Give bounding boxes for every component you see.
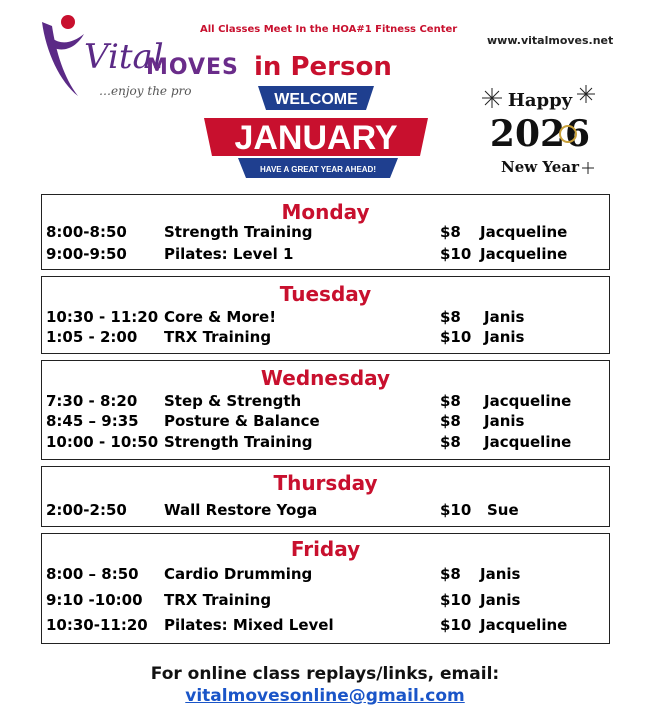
class-row xyxy=(42,411,609,431)
class-name: TRX Training xyxy=(164,328,272,346)
class-price: $10 xyxy=(440,501,472,519)
class-row xyxy=(42,432,609,452)
class-time: 8:45 – 9:35 xyxy=(46,412,139,430)
class-price: $8 xyxy=(440,392,461,410)
class-row xyxy=(42,391,609,411)
happy-new-year-graphic xyxy=(476,80,604,185)
class-price: $10 xyxy=(440,591,472,609)
month-text: JANUARY xyxy=(234,119,398,157)
class-row xyxy=(42,564,609,584)
logo-figure-icon xyxy=(38,12,86,98)
class-name: Posture & Balance xyxy=(164,412,320,430)
january-banner xyxy=(198,84,434,184)
day-box-friday xyxy=(41,533,610,644)
day-box-thursday xyxy=(41,466,610,527)
day-box-monday xyxy=(41,194,610,270)
logo-script-text: Vital xyxy=(84,37,164,77)
day-title-thursday: Thursday xyxy=(273,471,378,495)
in-person-heading: in Person xyxy=(254,52,392,82)
day-title-tuesday: Tuesday xyxy=(279,282,372,306)
class-time: 10:30-11:20 xyxy=(46,616,148,634)
class-name: Core & More! xyxy=(164,308,277,326)
class-time: 9:10 -10:00 xyxy=(46,591,143,609)
class-time: 2:00-2:50 xyxy=(46,501,127,519)
class-name: Pilates: Level 1 xyxy=(164,245,294,263)
day-title-monday: Monday xyxy=(281,200,370,224)
logo-moves-text: MOVES xyxy=(146,55,239,80)
class-name: Step & Strength xyxy=(164,392,302,410)
class-instructor: Jacqueline xyxy=(480,223,568,241)
class-name: Strength Training xyxy=(164,223,313,241)
day-box-wednesday xyxy=(41,360,610,460)
year-text: 2026 xyxy=(489,113,591,155)
class-price: $10 xyxy=(440,245,472,263)
location-notice: All Classes Meet In the HOA#1 Fitness Center xyxy=(200,24,458,35)
day-title-friday: Friday xyxy=(290,537,361,561)
class-instructor: Janis xyxy=(484,308,525,326)
class-price: $8 xyxy=(440,412,461,430)
class-time: 7:30 - 8:20 xyxy=(46,392,138,410)
new-year-text: New Year xyxy=(501,158,579,176)
class-name: TRX Training xyxy=(164,591,272,609)
class-time: 8:00 – 8:50 xyxy=(46,565,139,583)
class-name: Strength Training xyxy=(164,433,313,451)
class-row xyxy=(42,327,609,347)
class-price: $8 xyxy=(440,223,461,241)
class-price: $10 xyxy=(440,328,472,346)
class-name: Wall Restore Yoga xyxy=(164,501,318,519)
day-title-wednesday: Wednesday xyxy=(260,366,391,390)
class-time: 9:00-9:50 xyxy=(46,245,127,263)
class-row xyxy=(42,500,609,520)
day-box-tuesday xyxy=(41,276,610,354)
class-row xyxy=(42,590,609,610)
class-instructor: Janis xyxy=(484,328,525,346)
class-row xyxy=(42,222,609,242)
class-row xyxy=(42,615,609,635)
logo-tagline: …enjoy the pro xyxy=(99,84,192,98)
class-instructor: Jacqueline xyxy=(480,245,568,263)
class-instructor: Sue xyxy=(487,501,519,519)
class-time: 1:05 - 2:00 xyxy=(46,328,138,346)
class-row xyxy=(42,307,609,327)
class-instructor: Jacqueline xyxy=(480,616,568,634)
class-price: $8 xyxy=(440,308,461,326)
happy-text: Happy xyxy=(507,90,573,111)
welcome-text: WELCOME xyxy=(274,91,358,108)
class-instructor: Janis xyxy=(480,565,521,583)
class-instructor: Jacqueline xyxy=(484,392,572,410)
class-time: 10:00 - 10:50 xyxy=(46,433,159,451)
website-link[interactable]: www.vitalmoves.net xyxy=(487,34,614,47)
class-time: 8:00-8:50 xyxy=(46,223,127,241)
class-price: $10 xyxy=(440,616,472,634)
footer-instructions: For online class replays/links, email: xyxy=(150,664,500,684)
class-price: $8 xyxy=(440,433,461,451)
class-instructor: Janis xyxy=(484,412,525,430)
banner-subtitle: HAVE A GREAT YEAR AHEAD! xyxy=(259,165,377,174)
class-price: $8 xyxy=(440,565,461,583)
class-row xyxy=(42,244,609,264)
class-instructor: Janis xyxy=(480,591,521,609)
class-name: Cardio Drumming xyxy=(164,565,313,583)
class-time: 10:30 - 11:20 xyxy=(46,308,159,326)
class-instructor: Jacqueline xyxy=(484,433,572,451)
footer-email-link[interactable]: vitalmovesonline@gmail.com xyxy=(185,686,465,706)
class-name: Pilates: Mixed Level xyxy=(164,616,334,634)
